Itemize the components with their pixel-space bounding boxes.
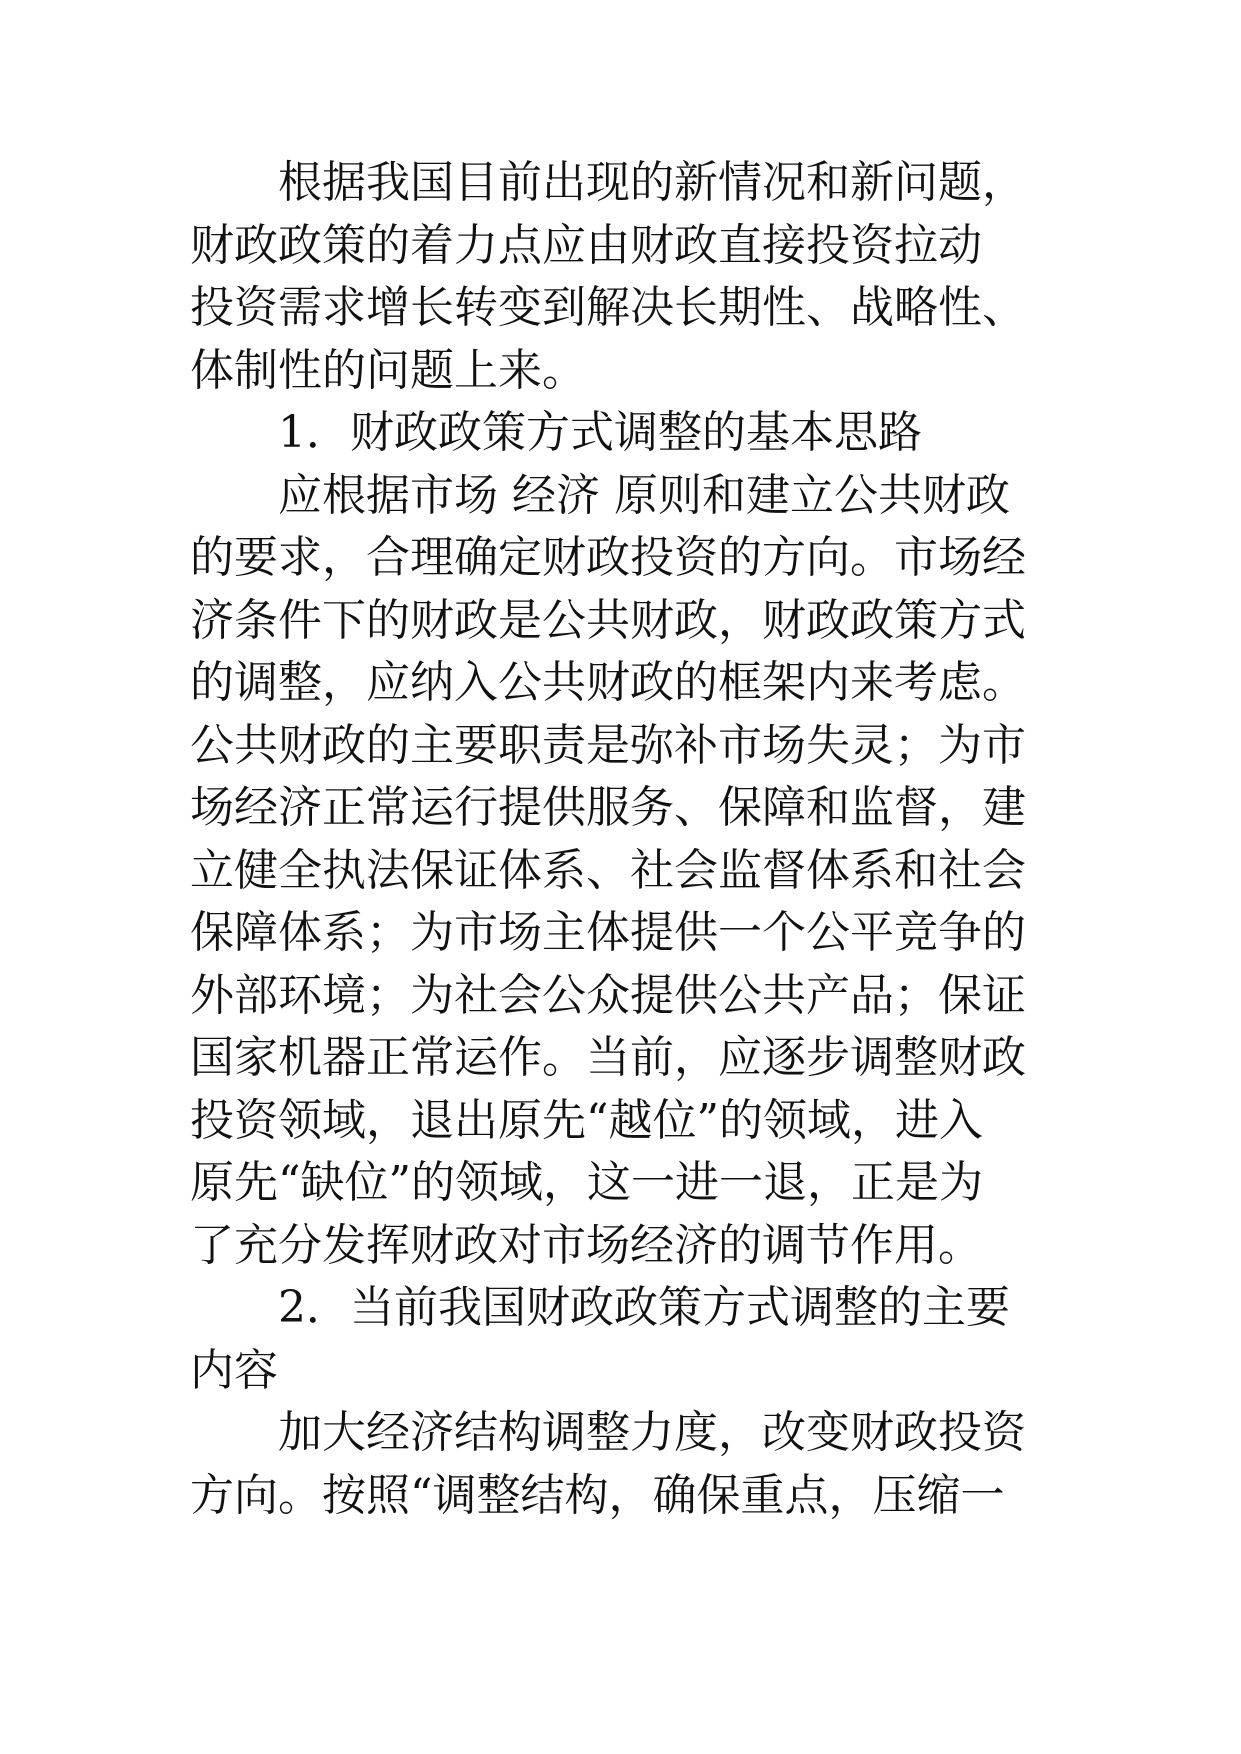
text-line: 应根据市场 经济 原则和建立公共财政 xyxy=(278,469,1010,521)
text-line: 方向。按照“调整结构，确保重点，压缩一 xyxy=(190,1469,1005,1521)
text-line: 财政政策的着力点应由财政直接投资拉动 xyxy=(190,219,982,271)
text-line: 加大经济结构调整力度，改变财政投资 xyxy=(278,1407,1026,1458)
text-line: 的调整，应纳入公共财政的框架内来考虑。 xyxy=(190,657,1026,708)
text-line: 投资需求增长转变到解决长期性、战略性、 xyxy=(190,282,1026,333)
text-line: 原先“缺位”的领域，这一进一退，正是为 xyxy=(190,1157,983,1208)
text-line: 公共财政的主要职责是弥补市场失灵；为市 xyxy=(190,719,1026,771)
text-line: 外部环境；为社会公众提供公共产品；保证 xyxy=(190,969,1026,1021)
text-line: 国家机器正常运作。当前，应逐步调整财政 xyxy=(190,1032,1026,1083)
text-line: 内容 xyxy=(190,1344,278,1396)
text-line: 1．财政政策方式调整的基本思路 xyxy=(278,407,922,458)
text-line: 保障体系；为市场主体提供一个公平竞争的 xyxy=(190,907,1026,958)
text-line: 投资领域，退出原先“越位”的领域，进入 xyxy=(190,1094,983,1146)
text-line: 场经济正常运行提供服务、保障和监督，建 xyxy=(190,782,1026,833)
text-line: 2．当前我国财政政策方式调整的主要 xyxy=(278,1282,1010,1333)
text-line: 体制性的问题上来。 xyxy=(190,344,586,396)
document-body xyxy=(190,152,1090,1527)
text-line: 根据我国目前出现的新情况和新问题， xyxy=(278,157,1026,208)
text-line: 了充分发挥财政对市场经济的调节作用。 xyxy=(190,1219,982,1271)
text-line: 的要求，合理确定财政投资的方向。市场经 xyxy=(190,532,1026,583)
text-line: 济条件下的财政是公共财政，财政政策方式 xyxy=(190,594,1026,646)
text-line: 立健全执法保证体系、社会监督体系和社会 xyxy=(190,844,1026,896)
